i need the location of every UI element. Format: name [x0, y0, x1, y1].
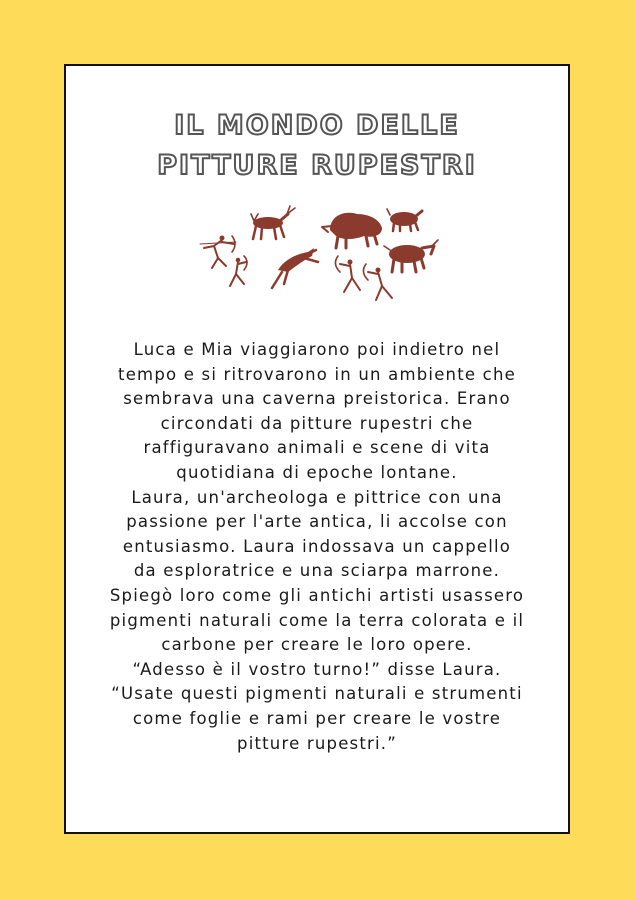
story-line: raffiguravano animali e scene di vita: [143, 438, 491, 458]
title-line-2: PITTURE RUPESTRI: [157, 150, 477, 181]
story-line: pitture rupestri.”: [237, 733, 397, 753]
story-text: [86, 338, 548, 756]
archer-small-icon: [230, 256, 247, 286]
title-line-1: IL MONDO DELLE: [174, 110, 460, 141]
horned-bull-icon: [384, 240, 438, 272]
archer-left-icon: [200, 236, 236, 269]
story-line: tempo e si ritrovarono in un ambiente che: [118, 364, 516, 384]
story-line: “Usate questi pigmenti naturali e strumenti: [111, 684, 523, 704]
story-line: Laura, un'archeologa e pittrice con una: [131, 487, 503, 507]
story-line: “Adesso è il vostro turno!” disse Laura.: [132, 659, 502, 679]
archer-center-icon: [335, 256, 360, 292]
story-line: Luca e Mia viaggiarono poi indietro nel: [133, 340, 501, 359]
story-line: come foglie e rami per creare le vostre: [132, 708, 502, 728]
story-line: quotidiana di epoche lontane.: [176, 462, 458, 482]
ibex-icon: [251, 206, 295, 239]
story-line: circondati da pitture rupestri che: [160, 413, 474, 433]
leaping-deer-icon: [272, 248, 318, 288]
story-line: carbone per creare le loro opere.: [161, 635, 473, 655]
story-page: [64, 64, 570, 834]
bull-icon: [387, 209, 422, 231]
bison-icon: [322, 213, 382, 248]
story-line: Spiegò loro come gli antichi artisti usassero: [109, 585, 525, 605]
page-title: [66, 106, 568, 186]
story-line: pigmenti naturali come la terra colorata e il: [109, 610, 525, 630]
story-line: passione per l'arte antica, li accolse con: [126, 512, 508, 532]
story-line: entusiasmo. Laura indossava un cappello: [122, 536, 512, 556]
story-line: da esploratrice e una sciarpa marrone.: [133, 561, 501, 581]
archer-right-icon: [363, 264, 392, 300]
cave-painting-animals-hunters-icon: [192, 202, 442, 306]
story-line: sembrava una caverna preistorica. Erano: [123, 389, 511, 409]
